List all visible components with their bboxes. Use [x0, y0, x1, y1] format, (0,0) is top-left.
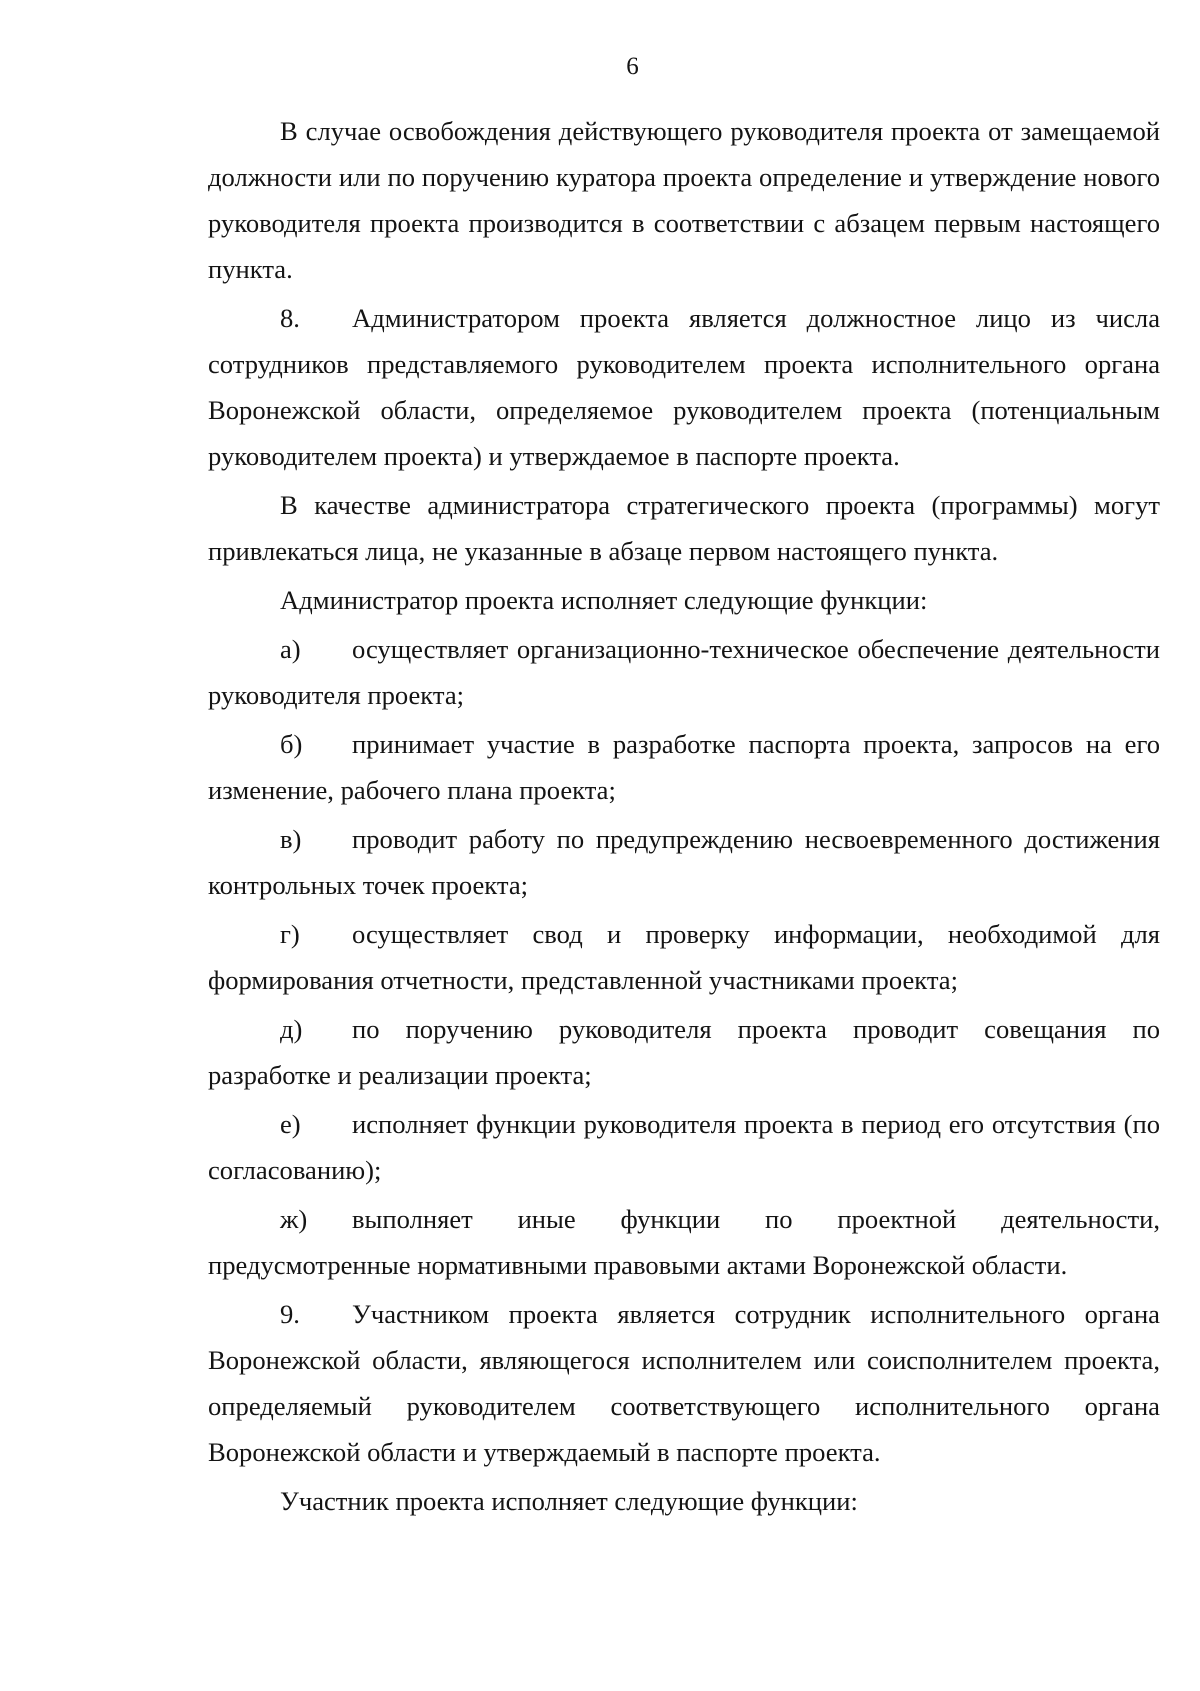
list-item-zh: [208, 1196, 1160, 1288]
list-item-g: [208, 911, 1160, 1003]
list-item-text: принимает участие в разработке паспорта проекта, запросов на его изменение, рабочего плана проекта;: [208, 729, 1160, 805]
list-marker: в): [280, 824, 302, 854]
list-item-v: [208, 816, 1160, 908]
list-marker: а): [280, 634, 301, 664]
list-item-text: осуществляет свод и проверку информации, необходимой для формирования отчетности, представленной участниками проекта;: [208, 919, 1160, 995]
paragraph-text: В качестве администратора стратегического проекта (программы) могут привлекаться лица, не указанные в абзаце первом настоящего пункта.: [208, 490, 1160, 566]
list-item-text: исполняет функции руководителя проекта в период его отсутствия (по согласованию);: [208, 1109, 1160, 1185]
paragraph-number: 9.: [280, 1299, 300, 1329]
list-marker: д): [280, 1014, 303, 1044]
paragraph-text: Участник проекта исполняет следующие функции:: [280, 1486, 858, 1516]
list-marker: ж): [280, 1204, 308, 1234]
paragraph-item-8: [208, 295, 1160, 479]
list-item-text: по поручению руководителя проекта проводит совещания по разработке и реализации проекта;: [208, 1014, 1160, 1090]
paragraph-text: В случае освобождения действующего руководителя проекта от замещаемой должности или по поручению куратора проекта определение и утверждение нового руководителя проекта производится в соответствии с абзацем первым настоящего пункта.: [208, 116, 1160, 284]
list-item-d: [208, 1006, 1160, 1098]
list-marker: е): [280, 1109, 301, 1139]
list-item-text: проводит работу по предупреждению несвоевременного достижения контрольных точек проекта;: [208, 824, 1160, 900]
list-item-a: [208, 626, 1160, 718]
list-marker: г): [280, 919, 300, 949]
list-marker: б): [280, 729, 303, 759]
paragraph-participant-functions: [208, 1478, 1160, 1524]
paragraph-item-9: [208, 1291, 1160, 1475]
list-item-text: осуществляет организационно-техническое обеспечение деятельности руководителя проекта;: [208, 634, 1160, 710]
paragraph-text: Администратором проекта является должностное лицо из числа сотрудников представляемого руководителем проекта исполнительного органа Воронежской области, определяемое руководителем проекта (потенциальным руководителем проекта) и утверждаемое в паспорте проекта.: [208, 303, 1160, 471]
paragraph-administrator-strategic: [208, 482, 1160, 574]
paragraph-number: 8.: [280, 303, 300, 333]
list-item-e: [208, 1101, 1160, 1193]
page-number: 6: [626, 53, 639, 80]
document-body: [208, 108, 1160, 1527]
list-item-b: [208, 721, 1160, 813]
paragraph-text: Администратор проекта исполняет следующие функции:: [280, 585, 928, 615]
paragraph-text: Участником проекта является сотрудник исполнительного органа Воронежской области, являющегося исполнителем или соисполнителем проекта, определяемый руководителем соответствующего исполнительного органа Воронежской области и утверждаемый в паспорте проекта.: [208, 1299, 1160, 1467]
paragraph-administrator-functions: [208, 577, 1160, 623]
list-item-text: выполняет иные функции по проектной деятельности, предусмотренные нормативными правовыми актами Воронежской области.: [208, 1204, 1160, 1280]
paragraph-dismissal: [208, 108, 1160, 292]
